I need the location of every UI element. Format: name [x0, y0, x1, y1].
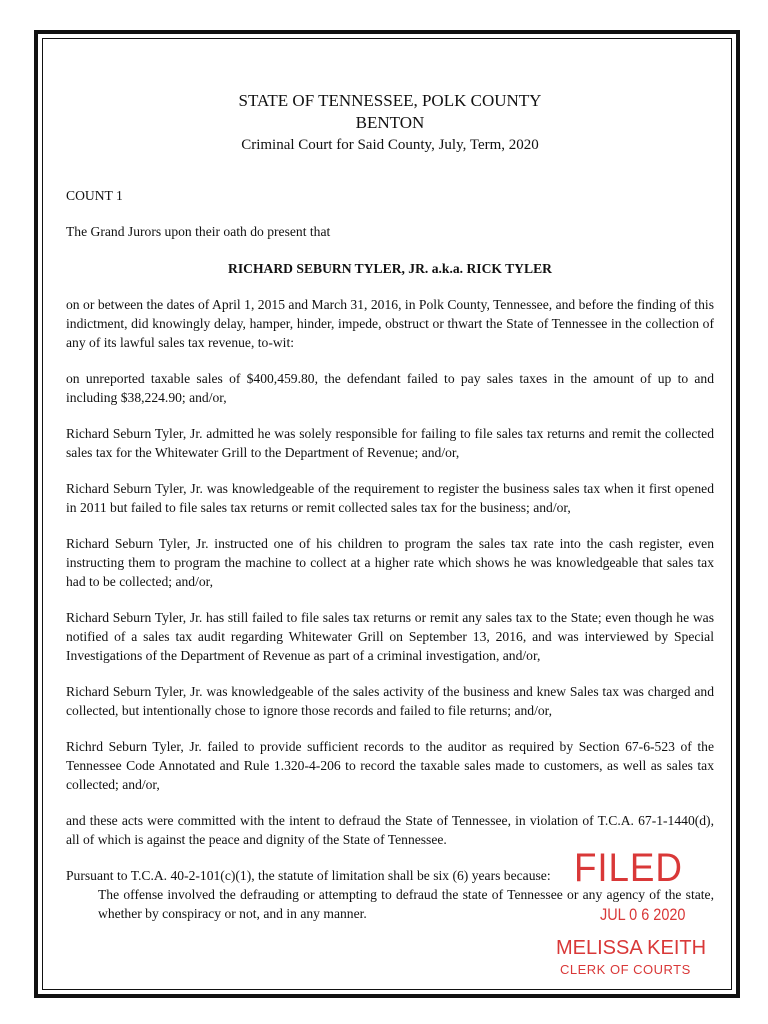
filed-date-stamp: JUL 0 6 2020 — [600, 905, 686, 924]
count-label: COUNT 1 — [66, 188, 123, 203]
clerk-title-stamp: CLERK OF COURTS — [560, 962, 691, 977]
limitation-reason: The offense involved the defrauding or attempting to defraud the state of Tennessee or any agency of the state, whether by conspiracy or not, and in any manner. — [98, 887, 714, 921]
paragraph-1: on or between the dates of April 1, 2015 and March 31, 2016, in Polk County, Tennessee, and before the finding of this indictment, did knowingly delay, hamper, hinder, impede, obstruct or thwart the State of Tennessee in the collection of any of its lawful sales tax revenue, to-wit: — [66, 297, 714, 350]
paragraph-9: and these acts were committed with the intent to defraud the State of Tennessee, in violation of T.C.A. 67-1-1440(d), all of which is against the peace and dignity of the State of Tennessee. — [66, 813, 714, 847]
paragraph-4: Richard Seburn Tyler, Jr. was knowledgeable of the requirement to register the business sales tax when it first opened in 2011 but failed to file sales tax returns or remit collected sales tax for the business; and/or, — [66, 481, 714, 515]
limitation-statement: Pursuant to T.C.A. 40-2-101(c)(1), the statute of limitation shall be six (6) years because: — [66, 868, 551, 883]
defendant-name: RICHARD SEBURN TYLER, JR. a.k.a. RICK TYLER — [228, 261, 552, 276]
paragraph-6: Richard Seburn Tyler, Jr. has still failed to file sales tax returns or remit any sales tax to the State; even though he was notified of a sales tax audit regarding Whitewater Grill on September 13, 2016, and was interviewed by Special Investigations of the Department of Revenue as part of a criminal investigation, and/or, — [66, 610, 714, 663]
paragraph-7: Richard Seburn Tyler, Jr. was knowledgeable of the sales activity of the business and knew Sales tax was charged and collected, but intentionally chose to ignore those records and failed to file returns; and/or, — [66, 684, 714, 718]
paragraph-5: Richard Seburn Tyler, Jr. instructed one of his children to program the sales tax rate into the cash register, even instructing them to program the machine to collect at a higher rate which shows he was knowledgeable that sales tax had to be collected; and/or, — [66, 536, 714, 589]
clerk-name-stamp: MELISSA KEITH — [556, 937, 707, 959]
paragraph-8: Richrd Seburn Tyler, Jr. failed to provide sufficient records to the auditor as required by Section 67-6-523 of the Tennessee Code Annotated and Rule 1.320-4-206 to record the taxable sales made to customers, as well as sales tax collected; and/or, — [66, 739, 714, 792]
heading-city: BENTON — [355, 113, 425, 132]
court-heading — [66, 90, 714, 156]
indictment-content — [66, 90, 714, 923]
paragraph-2: on unreported taxable sales of $400,459.80, the defendant failed to pay sales taxes in the amount of up to and including $38,224.90; and/or, — [66, 371, 714, 405]
heading-state-county: STATE OF TENNESSEE, POLK COUNTY — [238, 91, 542, 110]
paragraph-3: Richard Seburn Tyler, Jr. admitted he was solely responsible for failing to file sales tax returns and remit the collected sales tax for the Whitewater Grill to the Department of Revenue; and/or, — [66, 426, 714, 460]
intro-text: The Grand Jurors upon their oath do present that — [66, 224, 331, 239]
filed-stamp: FILED — [574, 846, 683, 890]
heading-court-term: Criminal Court for Said County, July, Term, 2020 — [241, 137, 539, 153]
